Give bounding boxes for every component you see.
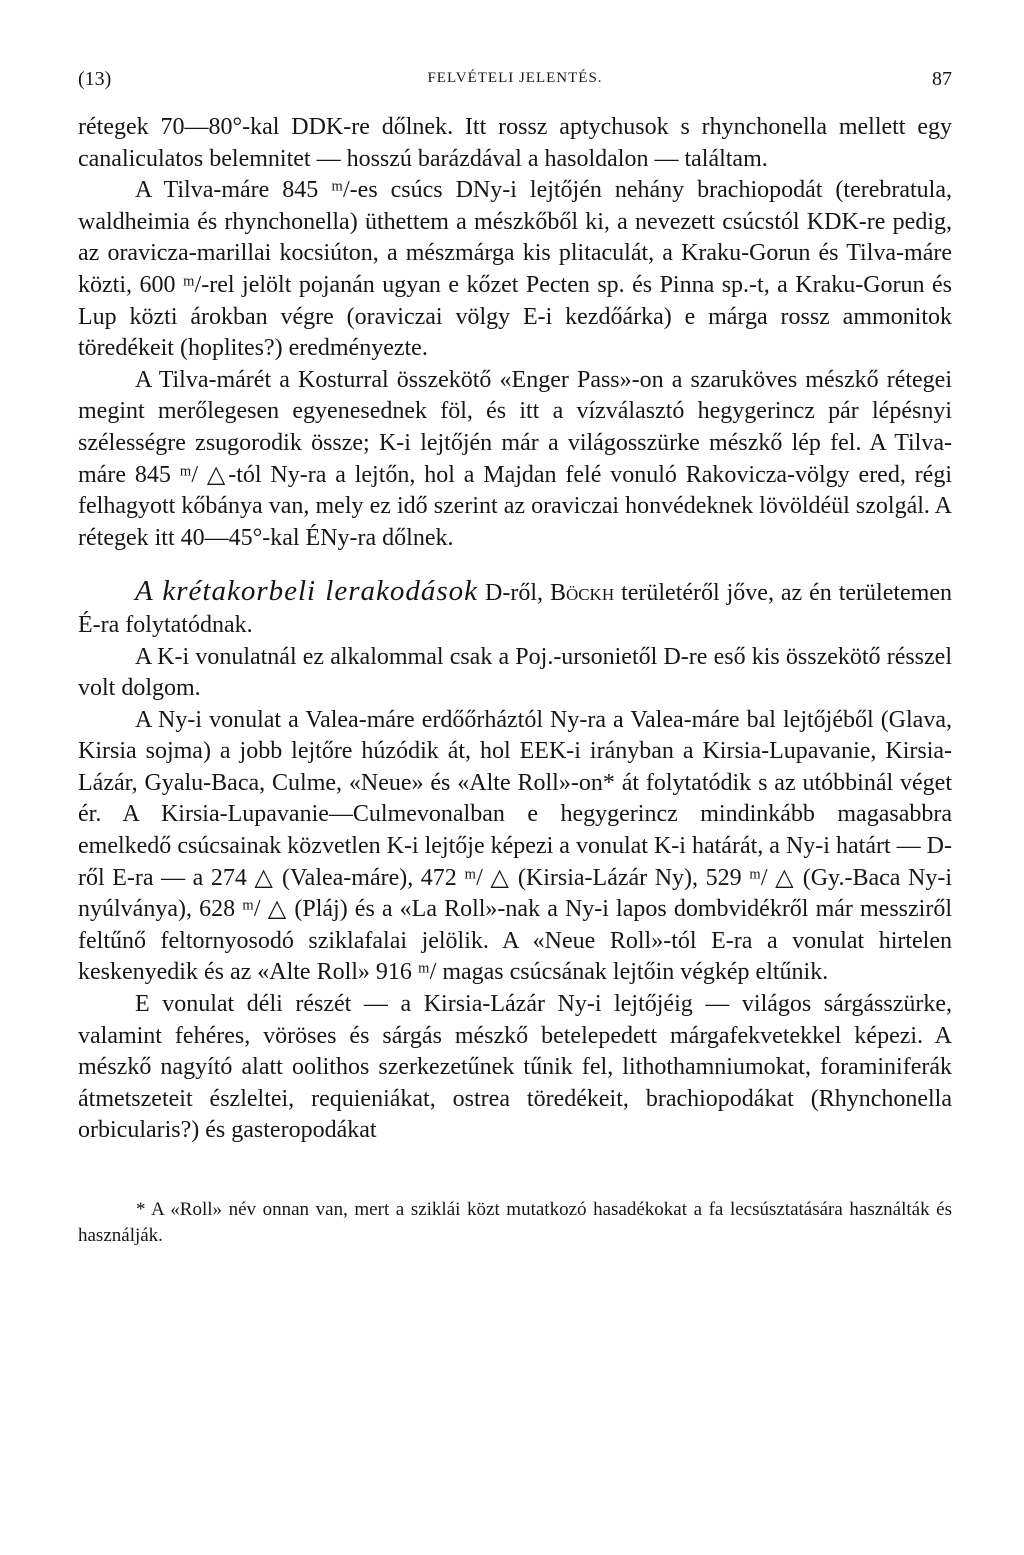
footnote-spacer xyxy=(78,1147,952,1177)
running-title: FELVÉTELI JELENTÉS. xyxy=(427,70,603,86)
paragraph-2: A Tilva-máre 845 ᵐ/-es csúcs DNy-i lejtőjén nehány brachiopodát (terebratula, waldheimia és rhynchonella) üthettem a mészkőből ki, a nevezett csúcstól KDK-re pedig, az oravicza-marillai kocsiúton, a mészmárga kis plitaculát, a Kraku-Gorun és Tilva-máre közti, 600 ᵐ/-rel jelölt pojanán ugyan e kőzet Pecten sp. és Pinna sp.-t, a Kraku-Gorun és Lup közti árokban végre (oraviczai völgy E-i kezdőárka) e márga rossz ammonitok töredékeit (hoplites?) eredményezte. xyxy=(78,177,952,362)
running-header xyxy=(78,60,952,100)
paragraph-4-text-b: területéről jőve, az én területemen É-ra folytatódnak. xyxy=(78,580,953,638)
book-page xyxy=(78,60,952,1249)
author-name: Böckh xyxy=(549,580,615,607)
paragraph-5: A K-i vonulatnál ez alkalommal csak a Poj.-ursonietől D-re eső kis összekötő résszel volt dolgom. xyxy=(78,643,952,702)
footnote: * A «Roll» név onnan van, mert a sziklái közt mutatkozó hasadékokat a fa lecsúsztatására használták és használják. xyxy=(78,1199,952,1246)
page-number: 87 xyxy=(932,68,952,90)
paragraph-7: E vonulat déli részét — a Kirsia-Lázár Ny-i lejtőjéig — világos sárgásszürke, valamint fehéres, vöröses és sárgás mészkő betelepedett márgafekvetekkel képezi. A mészkő nagyító alatt oolithos szerkezetűnek tűnik fel, lithothamniumokat, foraminiferák átmetszeteit észleltei, requieniákat, ostrea töredékeit, brachiopodákat (Rhynchonella orbicularis?) és gasteropodákat xyxy=(78,991,952,1144)
body-text xyxy=(78,112,952,1147)
chapter-number: (13) xyxy=(78,68,112,90)
section-title: A krétakorbeli lerakodások xyxy=(135,575,479,608)
paragraph-1: rétegek 70—80°-kal DDK-re dőlnek. Itt rossz aptychusok s rhynchonella mellett egy canaliculatos belemnitet — hosszú barázdával a hasoldalon — találtam. xyxy=(78,114,952,172)
paragraph-6: A Ny-i vonulat a Valea-máre erdőőrháztól Ny-ra a Valea-máre bal lejtőjéből (Glava, Kirsia sojma) a jobb lejtőre húzódik át, hol EEK-i irányban a Kirsia-Lupavanie, Kirsia-Lázár, Gyalu-Baca, Culme, «Neue» és «Alte Roll»-on* át folytatódik s az utóbbinál véget ér. A Kirsia-Lupavanie—Culmevonalban e hegygerincz mindinkább magasabbra emelkedő csúcsainak közvetlen K-i lejtője képezi a vonulat K-i határát, a Ny-i határt — D-ről E-ra — a 274 △ (Valea-máre), 472 ᵐ/ △ (Kirsia-Lázár Ny), 529 ᵐ/ △ (Gy.-Baca Ny-i nyúlványa), 628 ᵐ/ △ (Pláj) és a «La Roll»-nak a Ny-i lapos dombvidékről már messziről feltűnő feltornyosodó sziklafalai jelölik. A «Neue Roll»-tól E-ra a vonulat hirtelen keskenyedik és az «Alte Roll» 916 ᵐ/ magas csúcsának lejtőin végkép eltűnik. xyxy=(78,706,952,986)
paragraph-3: A Tilva-márét a Kosturral összekötő «Enger Pass»-on a szaruköves mészkő rétegei megint merőlegesen egyenesednek föl, és itt a vízválasztó hegygerincz pár lépésnyi szélességre zsugorodik össze; K-i lejtőjén már a világosszürke mészkő lép fel. A Tilva-máre 845 ᵐ/ △-tól Ny-ra a lejtőn, hol a Majdan felé vonuló Rakovicza-völgy ered, régi felhagyott kőbánya van, mely ez idő szerint az oraviczai honvédeknek lövöldéül szolgál. A rétegek itt 40—45°-kal ÉNy-ra dőlnek. xyxy=(78,366,952,551)
paragraph-4-text-a: D-ről, xyxy=(478,580,550,607)
paragraph-4 xyxy=(78,576,952,641)
